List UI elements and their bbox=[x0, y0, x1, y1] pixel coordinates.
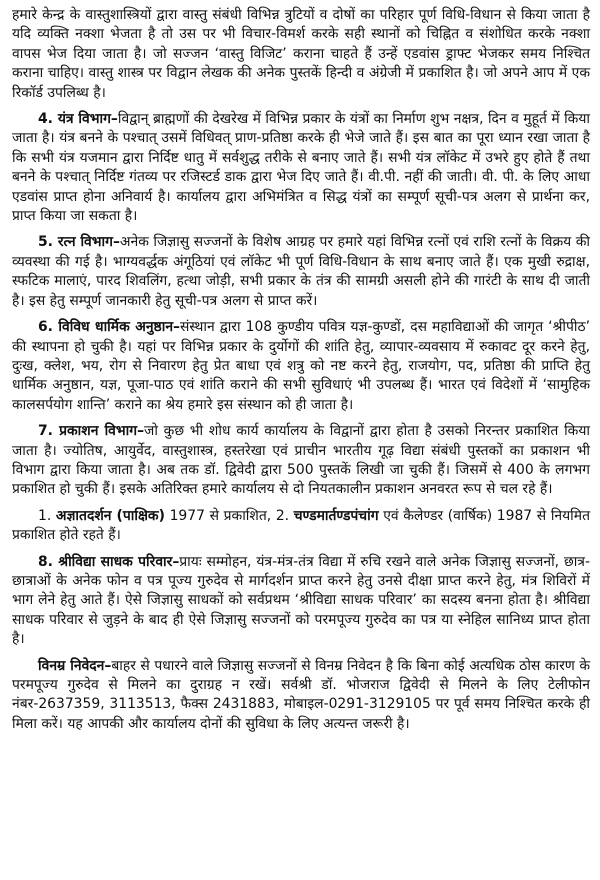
section-yantra-heading: 4. यंत्र विभाग– bbox=[38, 111, 118, 128]
section-prakashan bbox=[12, 422, 590, 500]
section-ratna-heading: 5. रत्न विभाग– bbox=[38, 234, 120, 251]
pub-name-1: अज्ञातदर्शन (पाक्षिक) bbox=[55, 507, 165, 524]
section-yantra bbox=[12, 110, 590, 226]
section-yantra-body: विद्वान् ब्राह्मणों की देखरेख में विभिन्न प्रकार के यंत्रों का निर्माण शुभ नक्षत्र, दिन व मुहूर्त में किया जाता है। यंत्र बनने के पश्चात् उसमें विधिवत् प्राण-प्रतिष्ठा करके ही भेजे जाते हैं। इस बात का पूरा ध्यान रखा जाता है कि सभी यंत्र यजमान द्वारा निर्दिष्ट धातु में सर्वशुद्ध तरीके से बनाए जाते हैं। सभी यंत्र लॉकेट में उभरे हुए होते हैं तथा बनने के पश्चात् निर्दिष्ट गंतव्य पर रजिस्टर्ड डाक द्वारा भेज दिए जाते हैं। वी.पी. नहीं की जाती। वी. पी. के लिए आधा एडवांस प्राप्त होना अनिवार्य है। कार्यालय द्वारा अभिमंत्रित व सिद्ध यंत्रों का सम्पूर्ण सूची-पत्र अलग से प्रार्थना कर, प्राप्त किया जा सकता है। bbox=[12, 111, 590, 225]
pub-prefix-1: 1. bbox=[38, 507, 56, 524]
section-ratna bbox=[12, 233, 590, 311]
request-paragraph bbox=[12, 657, 590, 735]
section-shrividya-body: प्रायः सम्मोहन, यंत्र-मंत्र-तंत्र विद्या में रुचि रखने वाले अनेक जिज्ञासु सज्जनों, छात्र-छात्राओं के अनेक फोन व पत्र पूज्य गुरुदेव से मार्गदर्शन प्राप्त करने हेतु उनसे दीक्षा प्राप्त करने हेतु, मंत्र शिविरों में भाग लेने हेतु आते हैं। ऐसे जिज्ञासु साधकों को सर्वप्रथम ‘श्रीविद्या साधक परिवार’ का सदस्य बनना होता है। श्रीविद्या साधक परिवार से जुड़ने के बाद ही ऐसे जिज्ञासु सज्जनों को परमपूज्य गुरुदेव का पत्र या स्नेहिल सानिध्य प्राप्त होता है। bbox=[12, 553, 590, 648]
request-body: बाहर से पधारने वाले जिज्ञासु सज्जनों से विनम्र निवेदन है कि बिना कोई अत्यधिक ठोस कारण के परमपूज्य गुरुदेव से मिलने का दुराग्रह न रखें। सर्वश्री डॉ. भोजराज द्विवेदी से मिलने के लिए टेलीफोन नंबर-2637359, 3113513, फैक्स 2431883, मोबाइल-0291-3129105 पर पूर्व समय निश्चित करके ही मिला करें। यह आपकी और कार्यालय दोनों की सुविधा के लिए अत्यन्त जरूरी है। bbox=[12, 657, 590, 732]
pub-mid: 1977 से प्रकाशित, 2. bbox=[164, 507, 294, 524]
pub-suffix: एवं कैलेण्डर (वार्षिक) 1987 से नियमित प्रकाशित होते रहते हैं। bbox=[12, 507, 591, 544]
section-ratna-body: अनेक जिज्ञासु सज्जनों के विशेष आग्रह पर हमारे यहां विभिन्न रत्नों एवं राशि रत्नों के विक्रय की व्यवस्था की गई है। भाग्यवर्द्धक अंगूठियां एवं लॉकेट भी पूर्ण विधि-विधान के साथ बनाए जाते हैं। एक मुखी रुद्राक्ष, स्फटिक मालाएं, पारद शिवलिंग, हत्था जोड़ी, सभी प्रकार के तंत्र की सामग्री असली होने की गारंटी के साथ दी जाती है। इस हेतु सम्पूर्ण जानकारी हेतु सूची-पत्र अलग से प्राप्त करें। bbox=[12, 234, 590, 309]
section-anushthan-heading: 6. विविध धार्मिक अनुष्ठान– bbox=[38, 319, 180, 336]
pub-name-2: चण्डमार्तण्डपंचांग bbox=[293, 507, 379, 524]
section-anushthan-body: संस्थान द्वारा 108 कुण्डीय पवित्र यज्ञ-कुण्डों, दस महाविद्याओं की जागृत ‘श्रीपीठ’ की स्थापना हो चुकी है। यहां पर विभिन्न प्रकार के दुर्योगों की शांति हेतु, व्यापार-व्यवसाय में रुकावट दूर करने हेतु, दुःख, क्लेश, भय, रोग से निवारण हेतु प्रेत बाधा एवं शत्रु को नष्ट करने हेतु, राजयोग, पद, प्रतिष्ठा की प्राप्ति हेतु धार्मिक अनुष्ठान, यज्ञ, पूजा-पाठ एवं शांति कराने की सभी सुविधाएं भी उपलब्ध हैं। भारत एवं विदेशों में ‘सामुहिक कालसर्पयोग शान्ति’ कराने का श्रेय हमारे इस संस्थान को ही जाता है। bbox=[12, 319, 590, 413]
section-shrividya-heading: 8. श्रीविद्या साधक परिवार– bbox=[38, 553, 180, 570]
section-prakashan-body: जो कुछ भी शोध कार्य कार्यालय के विद्वानों द्वारा होता है उसको निरन्तर प्रकाशित किया जाता है। ज्योतिष, आयुर्वेद, वास्तुशास्त्र, हस्तरेखा एवं प्राचीन भारतीय गूढ़ विद्या संबंधी पुस्तकों का प्रकाशन भी विभाग द्वारा किया जाता है। अब तक डॉ. द्विवेदी द्वारा 500 पुस्तकें लिखी जा चुकी हैं। जिसमें से 400 के लगभग प्रकाशित हो चुकी हैं। इसके अतिरिक्त हमारे कार्यालय से दो नियतकालीन प्रकाशन अनवरत रूप से चल रहे हैं। bbox=[12, 423, 590, 498]
intro-paragraph: हमारे केन्द्र के वास्तुशास्त्रियों द्वारा वास्तु संबंधी विभिन्न त्रुटियों व दोषों का परिहार पूर्ण विधि-विधान से किया जाता है यदि व्यक्ति नक्शा भेजता है तो उस पर भी विचार-विमर्श करके सही स्थानों को चिह्नित व संशोधित करके नक्शा वापस भेज दिया जाता है। जो सज्जन ‘वास्तु विजिट’ कराना चाहते हैं उन्हें एडवांस ड्राफ्ट भेजकर समय निश्चित कराना चाहिए। वास्तु शास्त्र पर विद्वान लेखक की अनेक पुस्तकें हिन्दी व अंग्रेजी में प्रकाशित है। जो अपने आप में एक रिकॉर्ड उपलिब्ध है। bbox=[12, 7, 590, 101]
section-prakashan-heading: 7. प्रकाशन विभाग– bbox=[38, 423, 145, 440]
section-shrividya bbox=[12, 553, 590, 650]
request-heading: विनम्र निवेदन– bbox=[38, 657, 112, 674]
publications-line bbox=[12, 507, 590, 546]
section-anushthan bbox=[12, 318, 590, 415]
